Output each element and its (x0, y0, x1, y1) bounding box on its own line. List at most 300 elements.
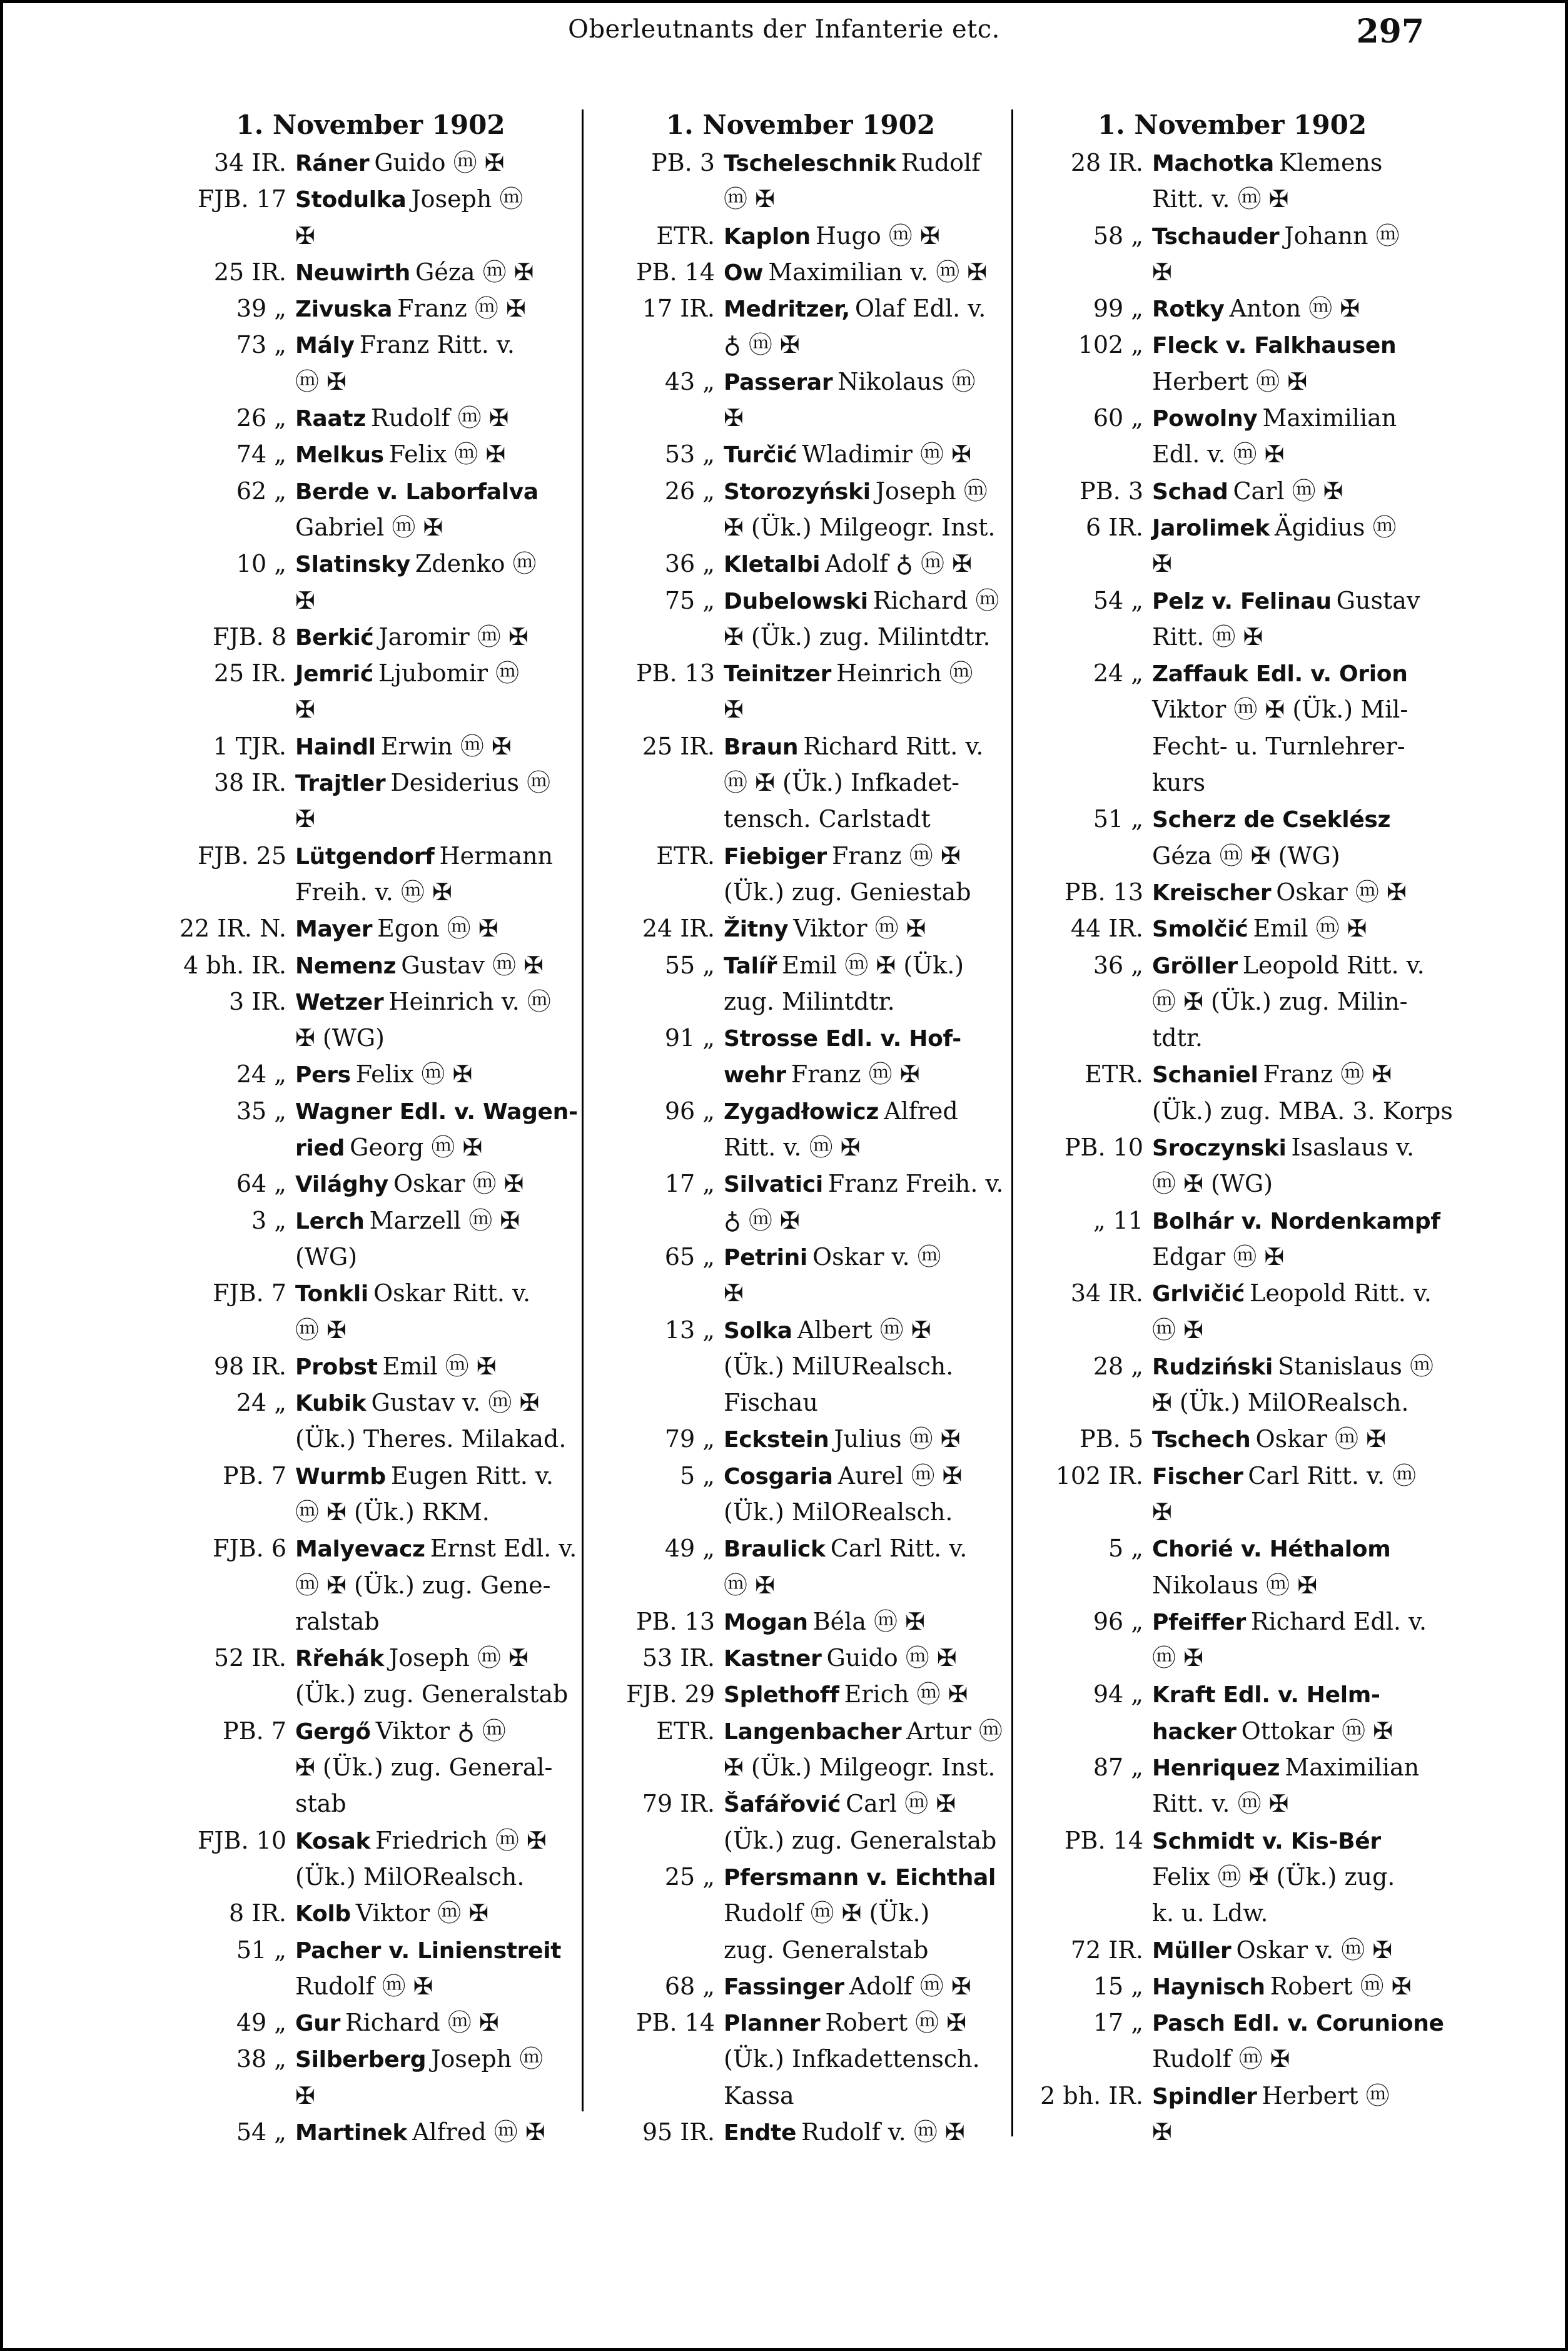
unit-label: 28 „ (1093, 1352, 1143, 1380)
officer-surname: Tschech (1152, 1427, 1251, 1453)
unit-label: 96 „ (664, 1097, 715, 1125)
officer-details: Oskar v. ⓜ (812, 1242, 941, 1271)
officer-entry (1152, 984, 1439, 1020)
officer-entry (724, 656, 1004, 692)
roster-entry (169, 2041, 572, 2078)
unit-label: 6 IR. (1086, 513, 1143, 541)
officer-surname: Smolčić (1152, 917, 1248, 943)
officer-details: Robert ⓜ ✠ (1270, 1972, 1412, 2000)
officer-entry (1152, 911, 1439, 947)
roster-entry (169, 1604, 572, 1640)
unit-label: 64 „ (236, 1170, 286, 1198)
roster-entry (1026, 1276, 1439, 1312)
roster-entry (1026, 1859, 1439, 1896)
roster-entry (1026, 2078, 1439, 2115)
officer-entry (295, 291, 572, 327)
officer-details: Richard Ritt. v. (803, 732, 984, 760)
officer-entry (295, 729, 572, 765)
officer-surname: Schad (1152, 479, 1228, 505)
officer-entry (1152, 619, 1439, 656)
roster-entry (597, 1166, 1004, 1202)
officer-entry (295, 1203, 572, 1239)
roster-entry (597, 255, 1004, 291)
officer-details: Kassa (724, 2081, 794, 2110)
roster-entry (169, 2005, 572, 2041)
officer-entry (295, 1057, 572, 1093)
officer-entry (295, 1568, 572, 1604)
officer-surname: Trajtler (295, 771, 386, 797)
roster-entry (169, 145, 572, 181)
unit-label: 94 „ (1093, 1680, 1143, 1709)
officer-entry (724, 255, 1004, 291)
roster-entry (1026, 1932, 1439, 1969)
roster-entry (597, 583, 1004, 619)
officer-entry (295, 546, 572, 582)
roster-entry (1026, 1714, 1439, 1750)
officer-details: Alfred ⓜ ✠ (412, 2118, 545, 2146)
officer-entry (724, 1020, 1004, 1057)
officer-details: Viktor ⓜ ✠ (793, 915, 926, 943)
officer-details: Felix ⓜ ✠ (Ük.) zug. (1152, 1862, 1395, 1891)
roster-entry (169, 546, 572, 582)
unit-label: 52 IR. (213, 1644, 286, 1672)
officer-entry (1152, 1057, 1439, 1093)
unit-label: 53 „ (664, 440, 715, 469)
officer-entry (724, 729, 1004, 765)
officer-entry (724, 765, 1004, 801)
officer-details: ♁ ⓜ ✠ (724, 331, 800, 359)
roster-entry (597, 1458, 1004, 1495)
roster-entry (169, 1640, 572, 1677)
roster-entry (169, 1385, 572, 1421)
unit-label: 53 IR. (642, 1644, 715, 1672)
officer-details: (Ük.) Infkadettensch. (724, 2045, 980, 2073)
officer-surname: Mogan (724, 1609, 808, 1635)
officer-details: ✠ (295, 2081, 315, 2110)
roster-entry (597, 1313, 1004, 1349)
officer-surname: Wurmb (295, 1463, 386, 1490)
officer-surname: Eckstein (724, 1427, 829, 1453)
unit-label: 22 IR. N. (179, 915, 286, 943)
unit-label: 43 „ (664, 367, 715, 395)
officer-entry (724, 1640, 1004, 1677)
officer-details: Artur ⓜ (906, 1717, 1003, 1745)
roster-entry (1026, 984, 1439, 1020)
officer-details: Edl. v. ⓜ ✠ (1152, 440, 1285, 469)
officer-surname: Cosgaria (724, 1463, 833, 1490)
unit-label: 17 IR. (642, 295, 715, 323)
roster-entry (169, 838, 572, 875)
roster-entry (169, 1859, 572, 1896)
unit-label: 44 IR. (1070, 915, 1143, 943)
officer-entry (724, 1677, 1004, 1713)
officer-details: Oskar ⓜ ✠ (1276, 878, 1407, 906)
officer-details: ✠ (295, 221, 315, 250)
officer-details: Rudolf v. ⓜ ✠ (801, 2118, 965, 2146)
roster-entry (1026, 1421, 1439, 1458)
roster-entry (597, 1677, 1004, 1713)
unit-label: 24 „ (236, 1389, 286, 1417)
officer-surname: Grlvičić (1152, 1281, 1245, 1308)
officer-details: Leopold Ritt. v. (1250, 1279, 1432, 1308)
unit-label: 34 IR. (213, 149, 286, 176)
roster-entry (1026, 1313, 1439, 1349)
officer-details: Franz ⓜ ✠ (1263, 1060, 1392, 1089)
unit-label: 17 „ (1093, 2009, 1143, 2037)
officer-entry (724, 1823, 1004, 1859)
officer-surname: Strosse Edl. v. Hof- (724, 1026, 961, 1052)
roster-entry (597, 474, 1004, 510)
unit-label: 102 IR. (1055, 1461, 1143, 1490)
roster-entry (597, 2005, 1004, 2041)
roster-entry (597, 948, 1004, 984)
officer-surname: Kraft Edl. v. Helm- (1152, 1682, 1380, 1709)
officer-details: ⓜ ✠ (Ük.) Infkadet- (724, 769, 960, 797)
officer-details: Carl ⓜ ✠ (1233, 477, 1343, 505)
roster-entry (597, 546, 1004, 582)
unit-label: FJB. 7 (213, 1279, 286, 1308)
roster-entry (169, 1568, 572, 1604)
roster-entry (169, 255, 572, 291)
roster-entry (169, 1020, 572, 1057)
roster-entry (1026, 1531, 1439, 1567)
roster-entry (597, 1421, 1004, 1458)
officer-details: Stanislaus ⓜ (1278, 1352, 1434, 1380)
roster-entry (597, 1057, 1004, 1093)
unit-label: PB. 10 (1064, 1134, 1143, 1162)
unit-label: FJB. 6 (213, 1535, 286, 1563)
unit-label: FJB. 17 (197, 185, 286, 213)
officer-details: Béla ⓜ ✠ (812, 1607, 925, 1635)
officer-details: ✠ (724, 1279, 744, 1308)
officer-entry (724, 838, 1004, 875)
roster-entry (597, 145, 1004, 181)
officer-details: Felix ⓜ ✠ (388, 440, 506, 469)
roster-entry (1026, 1458, 1439, 1495)
officer-details: ✠ (295, 586, 315, 614)
officer-entry (295, 1495, 572, 1531)
officer-surname: Chorié v. Héthalom (1152, 1536, 1391, 1563)
officer-entry (724, 1896, 1004, 1932)
officer-entry (724, 2041, 1004, 2078)
officer-details: Julius ⓜ ✠ (834, 1425, 961, 1453)
roster-entry (1026, 1495, 1439, 1531)
officer-entry (295, 619, 572, 656)
officer-entry (724, 510, 1004, 546)
officer-details: Guido ⓜ ✠ (374, 149, 505, 176)
officer-details: (Ük.) zug. Generalstab (295, 1680, 569, 1709)
officer-details: Gustav (1336, 586, 1420, 614)
officer-details: Wladimir ⓜ ✠ (802, 440, 971, 469)
officer-surname: Schmidt v. Kis-Bér (1152, 1828, 1381, 1854)
officer-surname: Silvatici (724, 1172, 823, 1198)
officer-entry (1152, 1313, 1439, 1349)
officer-details: tdtr. (1152, 1024, 1203, 1052)
officer-details: Desiderius ⓜ (390, 769, 551, 797)
unit-label: 68 „ (664, 1972, 715, 2000)
unit-label: 25 IR. (213, 659, 286, 688)
unit-label: 95 IR. (642, 2118, 715, 2146)
page-header-title: Oberleutnants der Infanterie etc. (568, 15, 1000, 44)
roster-entry (597, 291, 1004, 327)
officer-surname: Kaplon (724, 223, 811, 250)
unit-label: 54 „ (236, 2118, 286, 2146)
unit-label: 58 „ (1093, 221, 1143, 250)
officer-details: Nikolaus ⓜ (837, 367, 976, 395)
roster-entry (1026, 1568, 1439, 1604)
officer-entry (724, 2115, 1004, 2151)
unit-label: FJB. 25 (197, 841, 286, 870)
officer-details: Aurel ⓜ ✠ (837, 1461, 963, 1490)
roster-entry (1026, 583, 1439, 619)
officer-surname: Kletalbi (724, 552, 821, 578)
roster-entry (597, 1531, 1004, 1567)
roster-entry (169, 2115, 572, 2151)
officer-entry (1152, 145, 1439, 181)
officer-entry (724, 474, 1004, 510)
officer-entry (1152, 546, 1439, 582)
officer-surname: Rřehák (295, 1646, 384, 1672)
officer-surname: Zaffauk Edl. v. Orion (1152, 661, 1408, 688)
officer-details: ✠ (1152, 550, 1172, 578)
officer-entry (1152, 291, 1439, 327)
officer-surname: Fiebiger (724, 843, 827, 870)
officer-entry (295, 1677, 572, 1713)
officer-entry (1152, 1859, 1439, 1896)
roster-entry (597, 1495, 1004, 1531)
officer-entry (1152, 1786, 1439, 1822)
officer-details: Olaf Edl. v. (854, 295, 986, 323)
officer-entry (1152, 1677, 1439, 1713)
officer-surname: Fassinger (724, 1974, 844, 2000)
officer-entry (1152, 1823, 1439, 1859)
unit-label: 54 „ (1093, 586, 1143, 614)
officer-details: Heinrich ⓜ (836, 659, 973, 688)
officer-details: Oskar ⓜ ✠ (393, 1170, 524, 1198)
officer-entry (724, 1495, 1004, 1531)
officer-details: Freih. v. ⓜ ✠ (295, 878, 452, 906)
roster-entry (169, 1313, 572, 1349)
officer-surname: Stodulka (295, 187, 407, 213)
officer-details: ✠ (WG) (295, 1024, 385, 1052)
unit-label: 17 „ (664, 1170, 715, 1198)
unit-label: 38 IR. (213, 769, 286, 797)
officer-entry (295, 255, 572, 291)
officer-entry (724, 875, 1004, 911)
roster-entry (1026, 729, 1439, 765)
officer-surname: Berkić (295, 624, 374, 651)
roster-entry (597, 801, 1004, 838)
officer-surname: Passerar (724, 369, 833, 395)
roster-entry (169, 583, 572, 619)
roster-entry (597, 656, 1004, 692)
officer-entry (295, 181, 572, 218)
officer-entry (295, 1859, 572, 1896)
officer-entry (295, 1640, 572, 1677)
officer-entry (724, 1969, 1004, 2005)
unit-label: PB. 3 (1080, 477, 1143, 505)
officer-details: Gustav v. ⓜ ✠ (371, 1389, 540, 1417)
officer-entry (1152, 364, 1439, 400)
officer-details: Maximilian v. ⓜ ✠ (768, 258, 988, 286)
unit-label: PB. 14 (635, 258, 715, 286)
officer-surname: Malyevacz (295, 1536, 425, 1563)
officer-surname: Endte (724, 2120, 797, 2146)
officer-details: (Ük.) MilURealsch. (724, 1352, 954, 1380)
column-date-header: 1. November 1902 (665, 109, 936, 140)
officer-entry (1152, 181, 1439, 218)
roster-entry (169, 1094, 578, 1130)
unit-label: PB. 14 (1064, 1826, 1143, 1854)
officer-surname: hacker (1152, 1719, 1237, 1745)
roster-entry (169, 181, 572, 218)
roster-entry (169, 1349, 572, 1385)
officer-entry (1152, 729, 1439, 765)
roster-entry (169, 510, 572, 546)
officer-entry (1152, 474, 1439, 510)
officer-details: Hermann (439, 841, 553, 870)
unit-label: ETR. (1085, 1060, 1143, 1089)
officer-details: Eugen Ritt. v. (390, 1461, 554, 1490)
officer-entry (724, 546, 1004, 582)
officer-entry (1152, 1203, 1445, 1239)
unit-label: 39 „ (236, 295, 286, 323)
unit-label: 99 „ (1093, 295, 1143, 323)
roster-entry (169, 1421, 572, 1458)
officer-entry (295, 911, 572, 947)
officer-details: ✠ (295, 696, 315, 724)
roster-rows (597, 145, 1004, 2151)
officer-details: Georg ⓜ ✠ (350, 1134, 483, 1162)
unit-label: 2 bh. IR. (1040, 2081, 1143, 2110)
officer-entry (724, 1421, 1004, 1458)
unit-label: 60 „ (1093, 404, 1143, 432)
officer-entry (724, 218, 1004, 255)
officer-surname: Spindler (1152, 2083, 1257, 2110)
unit-label: 25 „ (664, 1862, 715, 1891)
officer-details: ✠ (724, 404, 744, 432)
roster-entry (1026, 1823, 1439, 1859)
unit-label: ETR. (656, 221, 715, 250)
officer-entry (724, 1166, 1004, 1202)
unit-label: 49 „ (236, 2009, 286, 2037)
officer-entry (295, 875, 572, 911)
unit-label: 10 „ (236, 550, 286, 578)
roster-entry (597, 729, 1004, 765)
officer-details: ✠ (Ük.) zug. Milintdtr. (724, 622, 991, 651)
roster-entry (1026, 2115, 1439, 2151)
officer-details: Klemens (1278, 149, 1383, 176)
officer-details: ✠ (Ük.) Milgeogr. Inst. (724, 1754, 996, 1782)
officer-details: Oskar v. ⓜ ✠ (1236, 1936, 1393, 1964)
roster-entry (597, 1859, 1004, 1896)
officer-surname: Zygadłowicz (724, 1099, 879, 1125)
unit-label: 24 IR. (642, 915, 715, 943)
officer-details: (Ük.) MilORealsch. (295, 1862, 525, 1891)
officer-details: Albert ⓜ ✠ (797, 1316, 931, 1344)
officer-entry (724, 948, 1004, 984)
officer-entry (1152, 400, 1439, 437)
roster-entry (597, 1750, 1004, 1786)
roster-entry (597, 875, 1004, 911)
officer-entry (295, 1421, 572, 1458)
officer-details: Robert ⓜ ✠ (825, 2009, 967, 2037)
officer-surname: Jarolimek (1152, 515, 1270, 541)
unit-label: 51 „ (236, 1936, 286, 1964)
officer-entry (295, 984, 572, 1020)
officer-entry (1152, 510, 1439, 546)
officer-surname: Berde v. Laborfalva (295, 479, 539, 505)
roster-entry (1026, 911, 1439, 947)
roster-entry (169, 656, 572, 692)
roster-entry (1026, 1094, 1453, 1130)
officer-entry (295, 1896, 572, 1932)
officer-entry (1152, 1239, 1439, 1276)
officer-surname: Gergő (295, 1719, 371, 1745)
roster-entry (169, 801, 572, 838)
officer-surname: Teinitzer (724, 661, 832, 688)
officer-details: (WG) (295, 1242, 358, 1271)
roster-entry (597, 1276, 1004, 1312)
officer-entry (295, 2078, 572, 2115)
officer-entry (295, 765, 572, 801)
officer-surname: Kosak (295, 1828, 371, 1854)
officer-surname: Martinek (295, 2120, 408, 2146)
unit-label: 5 „ (1108, 1535, 1143, 1563)
officer-entry (295, 1458, 572, 1495)
roster-entry (169, 765, 572, 801)
roster-entry (169, 1531, 577, 1567)
officer-details: Joseph ⓜ ✠ (388, 1644, 529, 1672)
roster-entry (597, 2078, 1004, 2115)
officer-entry (1152, 1969, 1439, 2005)
officer-entry (1152, 1568, 1439, 1604)
column-date-header: 1. November 1902 (1097, 109, 1367, 140)
officer-entry (1152, 218, 1439, 255)
column-date-header: 1. November 1902 (236, 109, 505, 140)
officer-entry (724, 1531, 1004, 1567)
officer-entry (295, 2005, 572, 2041)
officer-details: Ritt. v. ⓜ ✠ (1152, 185, 1289, 213)
officer-details: Erwin ⓜ ✠ (380, 732, 512, 760)
roster-entry (169, 1969, 572, 2005)
officer-details: Ritt. v. ⓜ ✠ (1152, 1790, 1289, 1818)
officer-details: Joseph ⓜ (875, 477, 988, 505)
officer-entry (724, 1203, 1004, 1239)
officer-details: Franz ⓜ ✠ (832, 841, 961, 870)
officer-details: ⓜ ✠ (1152, 1644, 1203, 1672)
roster-entry (1026, 291, 1439, 327)
officer-entry (1152, 1495, 1439, 1531)
officer-details: ♁ ⓜ ✠ (724, 1206, 800, 1234)
officer-entry (724, 1385, 1004, 1421)
roster-entry (169, 1057, 572, 1093)
unit-label: 96 „ (1093, 1607, 1143, 1635)
roster-entry (169, 291, 572, 327)
officer-surname: Jemrić (295, 661, 373, 688)
officer-details: ralstab (295, 1607, 380, 1635)
officer-entry (295, 1604, 572, 1640)
officer-entry (295, 510, 572, 546)
officer-details: Rudolf ⓜ ✠ (1152, 2045, 1290, 2073)
roster-entry (1026, 1750, 1439, 1786)
officer-details: ✠ (1152, 2118, 1172, 2146)
roster-entry (1026, 838, 1439, 875)
officer-entry (1152, 875, 1439, 911)
officer-details: Joseph ⓜ (411, 185, 524, 213)
roster-entry (1026, 765, 1439, 801)
unit-label: 72 IR. (1070, 1936, 1143, 1964)
